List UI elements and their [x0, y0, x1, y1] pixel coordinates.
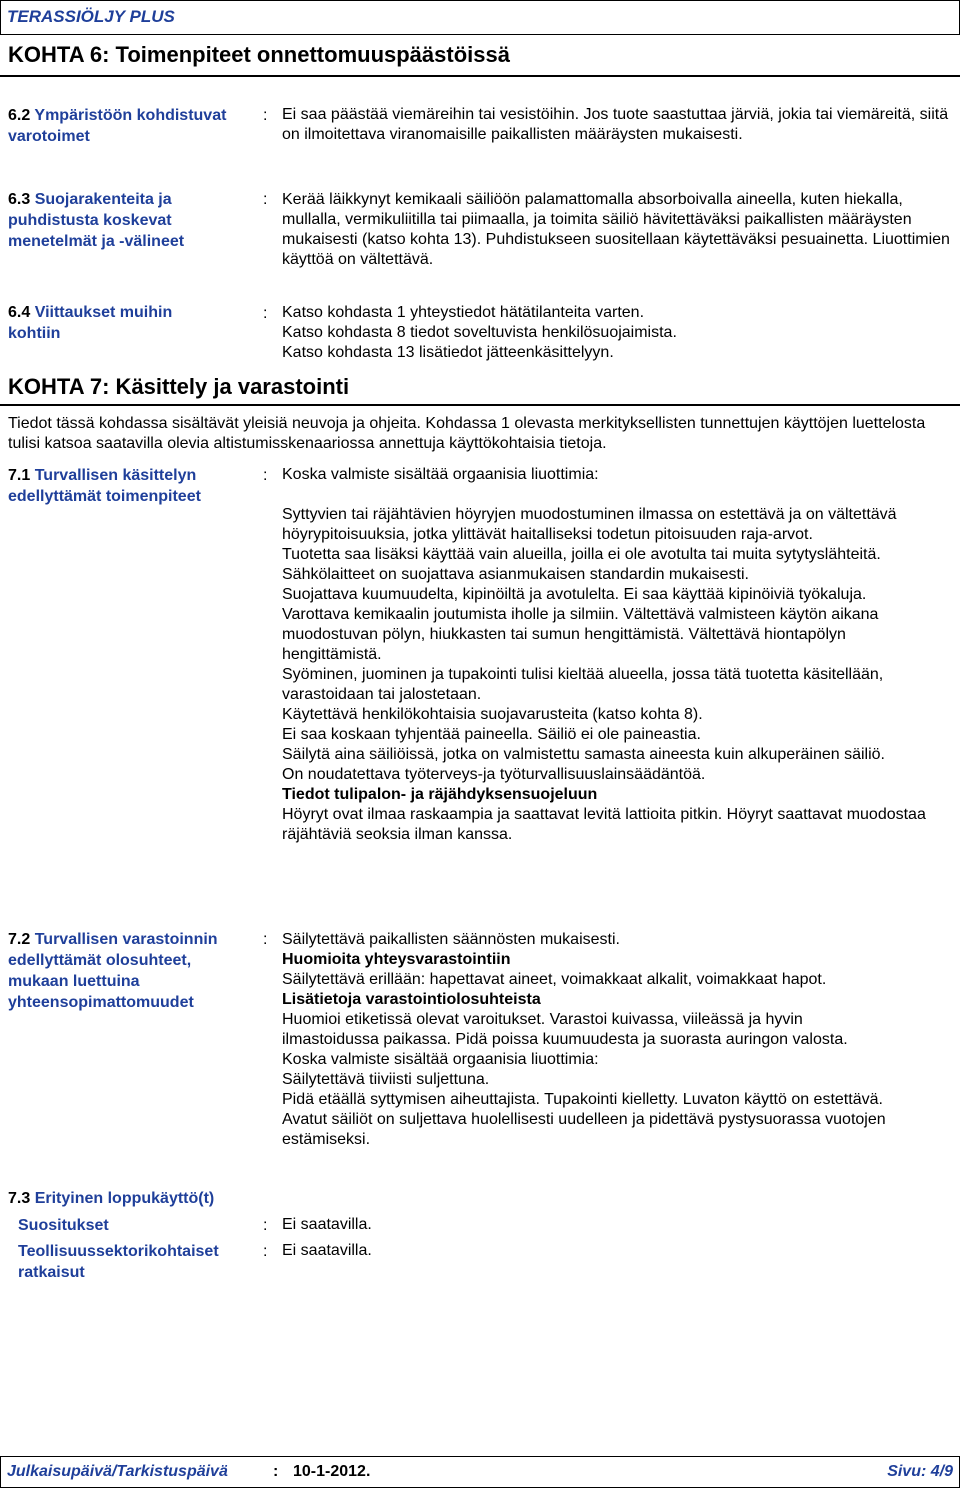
item-7-3-number: 7.3: [8, 1190, 31, 1207]
item-7-2-line: Koska valmiste sisältää orgaanisia liuottimia:: [282, 1051, 599, 1068]
item-7-1-line: On noudatettava työterveys-ja työturvallisuuslainsäädäntöä.: [282, 766, 706, 783]
product-name: TERASSIÖLJY PLUS: [7, 7, 175, 26]
issue-date-label: Julkaisupäivä/Tarkistuspäivä: [7, 1463, 228, 1480]
item-7-2-heading: Huomioita yhteysvarastointiin: [282, 951, 511, 968]
item-6-2-text: Ei saa päästää viemäreihin tai vesistöihin. Jos tuote saastuttaa järviä, jokia tai viemäreitä, siitä on ilmoitettava viranomaisille paikallisten määräysten mukaisesti.: [282, 106, 949, 143]
item-6-4-number: 6.4: [8, 304, 31, 321]
section-6-rule: [0, 75, 960, 77]
item-7-1-value: [282, 465, 932, 845]
item-7-1-label: [8, 465, 248, 507]
item-7-1-line: Säilytä aina säiliöissä, jotka on valmistettu samasta aineesta kuin alkuperäinen säiliö.: [282, 746, 885, 763]
item-6-4-colon: :: [263, 305, 268, 322]
item-6-3-label: [8, 189, 228, 252]
item-7-3-row-label: Teollisuussektorikohtaiset ratkaisut: [18, 1243, 219, 1281]
document-footer: [0, 1456, 960, 1488]
item-7-3-row-value: Ei saatavilla.: [282, 1242, 372, 1259]
item-6-3-text: Kerää läikkynyt kemikaali säiliöön palamattomalla absorboivalla aineella, kuten hiekalla, mullalla, vermikuliitilla tai piimaalla, ja toimita säiliö hävitettäväksi paikallisten määräysten mukaisesti (katso kohta 13). Puhdistukseen suositellaan käytettäväksi pesuainetta. Liuottimien käyttöä on vältettävä.: [282, 191, 950, 268]
item-7-1-fire-heading: Tiedot tulipalon- ja räjähdyksensuojeluun: [282, 786, 598, 803]
item-7-2-title: Turvallisen varastoinnin edellyttämät olosuhteet, mukaan luettuina yhteensopimattomuudet: [8, 931, 218, 1011]
item-7-2-colon: :: [263, 931, 268, 948]
item-7-1-first-line: Koska valmiste sisältää orgaanisia liuottimia:: [282, 466, 599, 483]
item-6-3-colon: :: [263, 191, 268, 208]
item-7-3-row-colon: :: [263, 1243, 268, 1260]
item-7-1-number: 7.1: [8, 467, 31, 484]
item-7-2-line: Pidä etäällä syttymisen aiheuttajista. Tupakointi kielletty. Luvaton käyttö on estettävä. Avatut säiliöt on suljettava huolellisesti uudelleen ja pidettävä pystysuorassa vuotojen estämiseksi.: [282, 1091, 886, 1148]
item-6-2-number: 6.2: [8, 107, 31, 124]
section-7-title: KOHTA 7: Käsittely ja varastointi: [8, 374, 350, 399]
item-7-1-line: Käytettävä henkilökohtaisia suojavarusteita (katso kohta 8).: [282, 706, 703, 723]
item-6-3-number: 6.3: [8, 191, 31, 208]
item-7-3-row-colon: :: [263, 1217, 268, 1234]
document-header: [0, 0, 960, 35]
item-7-2-line: Säilytettävä tiiviisti suljettuna.: [282, 1071, 490, 1088]
item-7-1-title: Turvallisen käsittelyn edellyttämät toimenpiteet: [8, 467, 201, 505]
item-7-2-label: [8, 929, 248, 1013]
item-6-3-value: [282, 190, 950, 270]
item-7-3-label: [8, 1188, 308, 1209]
item-7-3-title: Erityinen loppukäyttö(t): [34, 1190, 215, 1207]
item-7-1-line: Tuotetta saa lisäksi käyttää vain alueilla, joilla ei ole avotulta tai muita sytytyslähteitä. Sähkölaitteet on suojattava asianmukaisen standardin mukaisesti.: [282, 546, 881, 583]
item-7-1-line: Syöminen, juominen ja tupakointi tulisi kieltää alueella, jossa tätä tuotetta käsitellään, varastoidaan tai jalostetaan.: [282, 666, 884, 703]
page-number: Sivu: 4/9: [887, 1463, 953, 1480]
section-7-intro: Tiedot tässä kohdassa sisältävät yleisiä neuvoja ja ohjeita. Kohdassa 1 olevasta merkityksellisten tunnettujen käyttöjen luettelosta tulisi katsoa saatavilla olevia altistumisskenaariossa annettuja käyttökohtaisia tietoja.: [8, 415, 926, 452]
item-7-2-line: Säilytettävä paikallisten säännösten mukaisesti.: [282, 931, 620, 948]
item-7-2-number: 7.2: [8, 931, 31, 948]
item-6-4-value: [282, 303, 950, 363]
item-7-1-fire-text: Höyryt ovat ilmaa raskaampia ja saattavat levitä lattioita pitkin. Höyryt saattavat muodostaa räjähtäviä seoksia ilman kanssa.: [282, 806, 926, 843]
issue-date-value: 10-1-2012.: [293, 1463, 371, 1480]
item-7-1-line: Varottava kemikaalin joutumista iholle ja silmiin. Vältettävä valmisteen käytön aikana muodostuvan pölyn, hiukkasten tai sumun hengittämistä. Vältettävä hiontapölyn hengittämistä.: [282, 606, 879, 663]
item-6-4-line: Katso kohdasta 8 tiedot soveltuvista henkilösuojaimista.: [282, 324, 677, 341]
item-6-2-value: [282, 105, 950, 145]
issue-date-colon: :: [273, 1463, 279, 1480]
item-7-3-row-value: Ei saatavilla.: [282, 1216, 372, 1233]
item-7-1-line: Syttyvien tai räjähtävien höyryjen muodostuminen ilmassa on estettävä ja on vältettävä höyrypitoisuuksia, jotka ylittävät haitalliseksi todetun pitoisuuden raja-arvot.: [282, 506, 897, 543]
section-7-rule: [0, 404, 960, 406]
item-7-3-row-label: Suositukset: [18, 1217, 109, 1234]
item-7-2-line: Säilytettävä erillään: hapettavat aineet, voimakkaat alkalit, voimakkaat hapot.: [282, 971, 827, 988]
item-6-2-label: [8, 105, 253, 147]
item-6-3-title: Suojarakenteita ja puhdistusta koskevat menetelmät ja -välineet: [8, 191, 185, 250]
item-6-4-line: Katso kohdasta 13 lisätiedot jätteenkäsittelyyn.: [282, 344, 614, 361]
item-6-4-title: Viittaukset muihin kohtiin: [8, 304, 173, 342]
item-7-2-value: [282, 930, 902, 1150]
section-6-title: KOHTA 6: Toimenpiteet onnettomuuspäästöissä: [8, 42, 510, 67]
item-7-1-colon: :: [263, 467, 268, 484]
item-7-2-line: Huomioi etiketissä olevat varoitukset. Varastoi kuivassa, viileässä ja hyvin ilmastoidussa paikassa. Pidä poissa kuumuudesta ja suorasta auringon valosta.: [282, 1011, 848, 1048]
item-6-2-title: Ympäristöön kohdistuvat varotoimet: [8, 107, 227, 145]
item-6-2-colon: :: [263, 107, 268, 124]
item-7-1-line: Ei saa koskaan tyhjentää paineella. Säiliö ei ole paineastia.: [282, 726, 701, 743]
item-6-4-line: Katso kohdasta 1 yhteystiedot hätätilanteita varten.: [282, 304, 645, 321]
item-7-1-line: Suojattava kuumuudelta, kipinöiltä ja avotulelta. Ei saa käyttää kipinöiviä työkaluja.: [282, 586, 867, 603]
item-7-2-heading: Lisätietoja varastointiolosuhteista: [282, 991, 541, 1008]
item-6-4-label: [8, 302, 208, 344]
